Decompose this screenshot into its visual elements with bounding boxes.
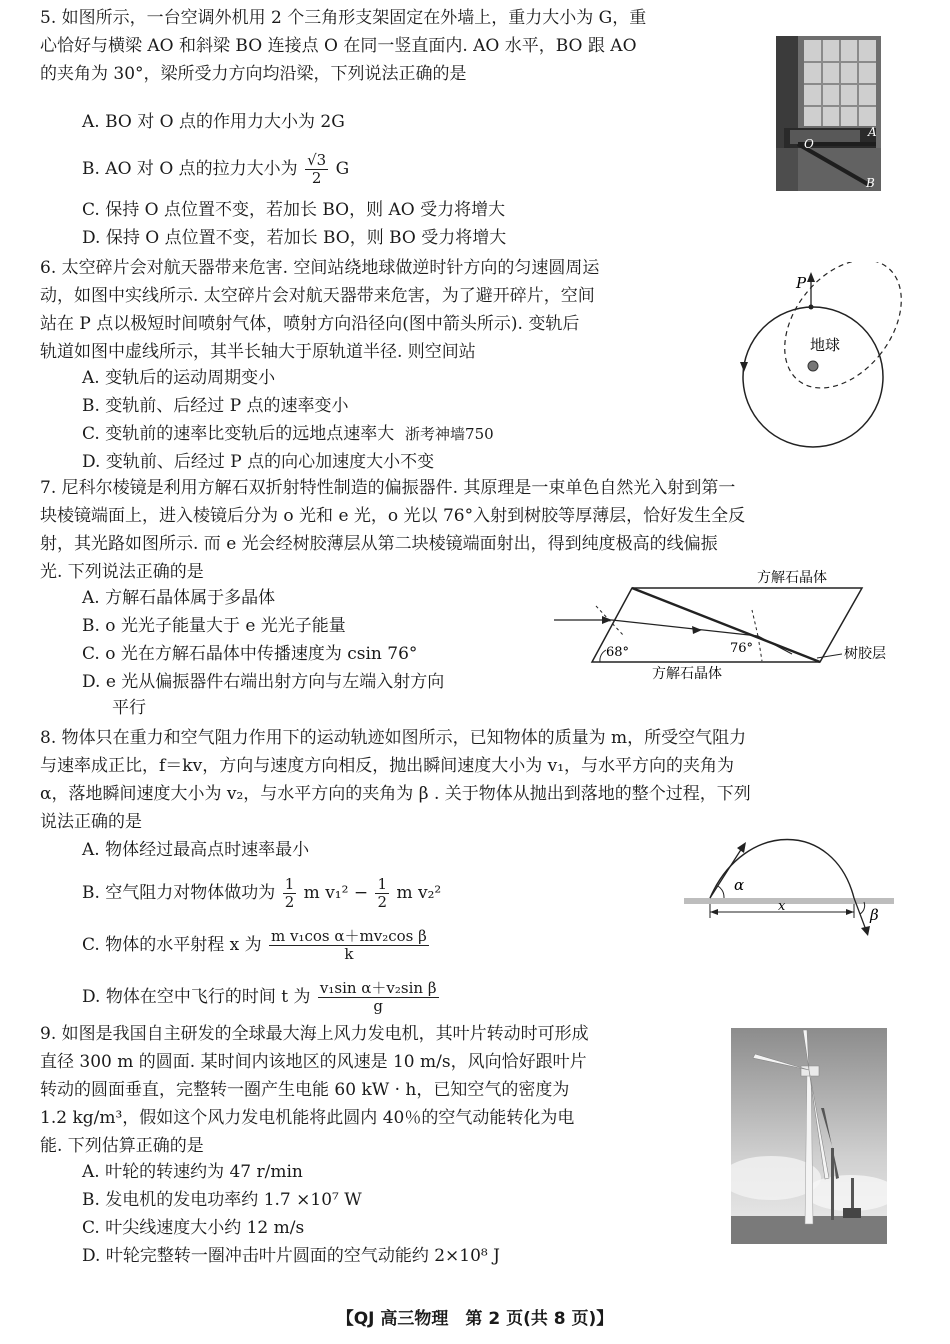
label-crystal-top: 方解石晶体 [757, 570, 827, 586]
q8-line-3: α，落地瞬间速度大小为 v₂，与水平方向的夹角为 β . 关于物体从抛出到落地的整个过程，下列 [40, 784, 751, 804]
q5-option-b: B. AO 对 O 点的拉力大小为 $\frac{√3}{2}$ G [82, 151, 350, 187]
q5-line-3: 的夹角为 30°，梁所受力方向均沿梁，下列说法正确的是 [40, 64, 467, 84]
q5-label-a: A [868, 125, 877, 139]
q6-option-d: D. 变轨前、后经过 P 点的向心加速度大小不变 [82, 452, 435, 472]
q9-line-2: 直径 300 m 的圆面. 某时间内该地区的风速是 10 m/s，风向恰好跟叶片 [40, 1052, 587, 1072]
q9-option-d: D. 叶轮完整转一圈冲击叶片圆面的空气动能约 2×10⁸ J [82, 1246, 500, 1266]
label-angle-76: 76° [730, 641, 754, 656]
q6-orbit-diagram [738, 262, 913, 462]
q5-option-a: A. BO 对 O 点的作用力大小为 2G [82, 112, 345, 132]
orbit-direction-arrow-icon [740, 362, 748, 372]
q7-option-b: B. o 光光子能量大于 e 光光子能量 [82, 616, 346, 636]
q9-option-c: C. 叶尖线速度大小约 12 m/s [82, 1218, 305, 1238]
q9-wind-turbine-photo [731, 1028, 887, 1244]
q6-line-3: 站在 P 点以极短时间喷射气体，喷射方向沿径向(图中箭头所示). 变轨后 [40, 314, 580, 334]
q7-option-d: D. e 光从偏振器件右端出射方向与左端入射方向 [82, 672, 445, 692]
q8-option-c: C. 物体的水平射程 x 为 $\frac{\text{m v₁cos α＋mv₂cos β}}{k}$ [82, 927, 427, 963]
label-alpha: α [734, 876, 745, 894]
initial-velocity-arrow-icon [737, 842, 746, 853]
q7-line-1: 7. 尼科尔棱镜是利用方解石双折射特性制造的偏振器件. 其原理是一束单色自然光入射到第一 [40, 478, 736, 498]
q5-option-c: C. 保持 O 点位置不变，若加长 BO，则 AO 受力将增大 [82, 200, 506, 220]
q7-option-c: C. o 光在方解石晶体中传播速度为 csin 76° [82, 644, 418, 664]
q5-label-b: B [866, 176, 875, 190]
q6-option-b: B. 变轨前、后经过 P 点的速率变小 [82, 396, 349, 416]
q9-option-b: B. 发电机的发电功率约 1.7 ×10⁷ W [82, 1190, 362, 1210]
label-resin: 树胶层 [844, 646, 886, 662]
q6-line-2: 动，如图中实线所示. 太空碎片会对航天器带来危害，为了避开碎片，空间 [40, 286, 595, 306]
q7-line-4: 光. 下列说法正确的是 [40, 562, 204, 582]
q7-nicol-prism-diagram [552, 566, 912, 684]
label-angle-68: 68° [606, 645, 630, 660]
q6-label-earth: 地球 [810, 336, 841, 354]
q9-line-1: 9. 如图是我国自主研发的全球最大海上风力发电机，其叶片转动时可形成 [40, 1024, 589, 1044]
q5-line-2: 心恰好与横梁 AO 和斜梁 BO 连接点 O 在同一竖直面内. AO 水平，BO 跟 AO [40, 36, 637, 56]
q7-option-a: A. 方解石晶体属于多晶体 [82, 588, 276, 608]
q8-option-a: A. 物体经过最高点时速率最小 [82, 840, 310, 860]
q6-label-p: P [796, 274, 807, 292]
q9-option-a: A. 叶轮的转速约为 47 r/min [82, 1162, 303, 1182]
q8-option-d: D. 物体在空中飞行的时间 t 为 $\frac{\text{v₁sin α＋v₂sin β}}{g}$ [82, 979, 437, 1015]
page-footer: 【QJ 高三物理 第 2 页(共 8 页)】 [336, 1309, 614, 1329]
q5-option-d: D. 保持 O 点位置不变，若加长 BO，则 BO 受力将增大 [82, 228, 507, 248]
q8-line-4: 说法正确的是 [40, 812, 142, 832]
q8-line-1: 8. 物体只在重力和空气阻力作用下的运动轨迹如图所示，已知物体的质量为 m，所受空气阻力 [40, 728, 747, 748]
q8-trajectory-diagram [684, 830, 894, 942]
q6-line-1: 6. 太空碎片会对航天器带来危害. 空间站绕地球做逆时针方向的匀速圆周运 [40, 258, 600, 278]
thrust-arrow-icon [807, 272, 815, 282]
q7-option-d-cont: 平行 [112, 698, 146, 718]
circular-orbit [743, 307, 883, 447]
q9-line-3: 转动的圆面垂直，完整转一圈产生电能 60 kW · h，已知空气的密度为 [40, 1080, 570, 1100]
q6-line-4: 轨道如图中虚线所示，其半长轴大于原轨道半径. 则空间站 [40, 342, 476, 362]
q6-option-c: C. 变轨前的速率比变轨后的远地点速率大 浙考神墙750 [82, 424, 494, 444]
label-crystal-bottom: 方解石晶体 [652, 666, 722, 682]
earth-dot [808, 361, 818, 371]
q7-line-3: 射，其光路如图所示. 而 e 光会经树胶薄层从第二块棱镜端面射出，得到纯度极高的线偏振 [40, 534, 718, 554]
q5-ac-unit-photo [776, 36, 881, 191]
label-x: x [778, 899, 786, 914]
q9-line-5: 能. 下列估算正确的是 [40, 1136, 204, 1156]
q9-line-4: 1.2 kg/m³，假如这个风力发电机能将此圆内 40％的空气动能转化为电 [40, 1108, 575, 1128]
q5-line-1: 5. 如图所示，一台空调外机用 2 个三角形支架固定在外墙上，重力大小为 G，重 [40, 8, 647, 28]
q8-line-2: 与速率成正比，f＝kv，方向与速度方向相反，抛出瞬间速度大小为 v₁，与水平方向的夹角为 [40, 756, 735, 776]
label-beta: β [870, 906, 879, 924]
trajectory-curve [710, 840, 854, 899]
q5-label-o: O [804, 137, 814, 151]
watermark-text: 浙考神墙750 [405, 425, 494, 443]
q8-option-b: B. 空气阻力对物体做功为 $\frac{1}{2}$ m v₁² − $\frac{1}{2}$ m v₂² [82, 875, 442, 911]
q7-line-2: 块棱镜端面上，进入棱镜后分为 o 光和 e 光，o 光以 76°入射到树胶等厚薄层，恰好发生全反 [40, 506, 746, 526]
q6-option-a: A. 变轨后的运动周期变小 [82, 368, 276, 388]
final-velocity-arrow-icon [861, 926, 870, 936]
ground [684, 898, 894, 904]
